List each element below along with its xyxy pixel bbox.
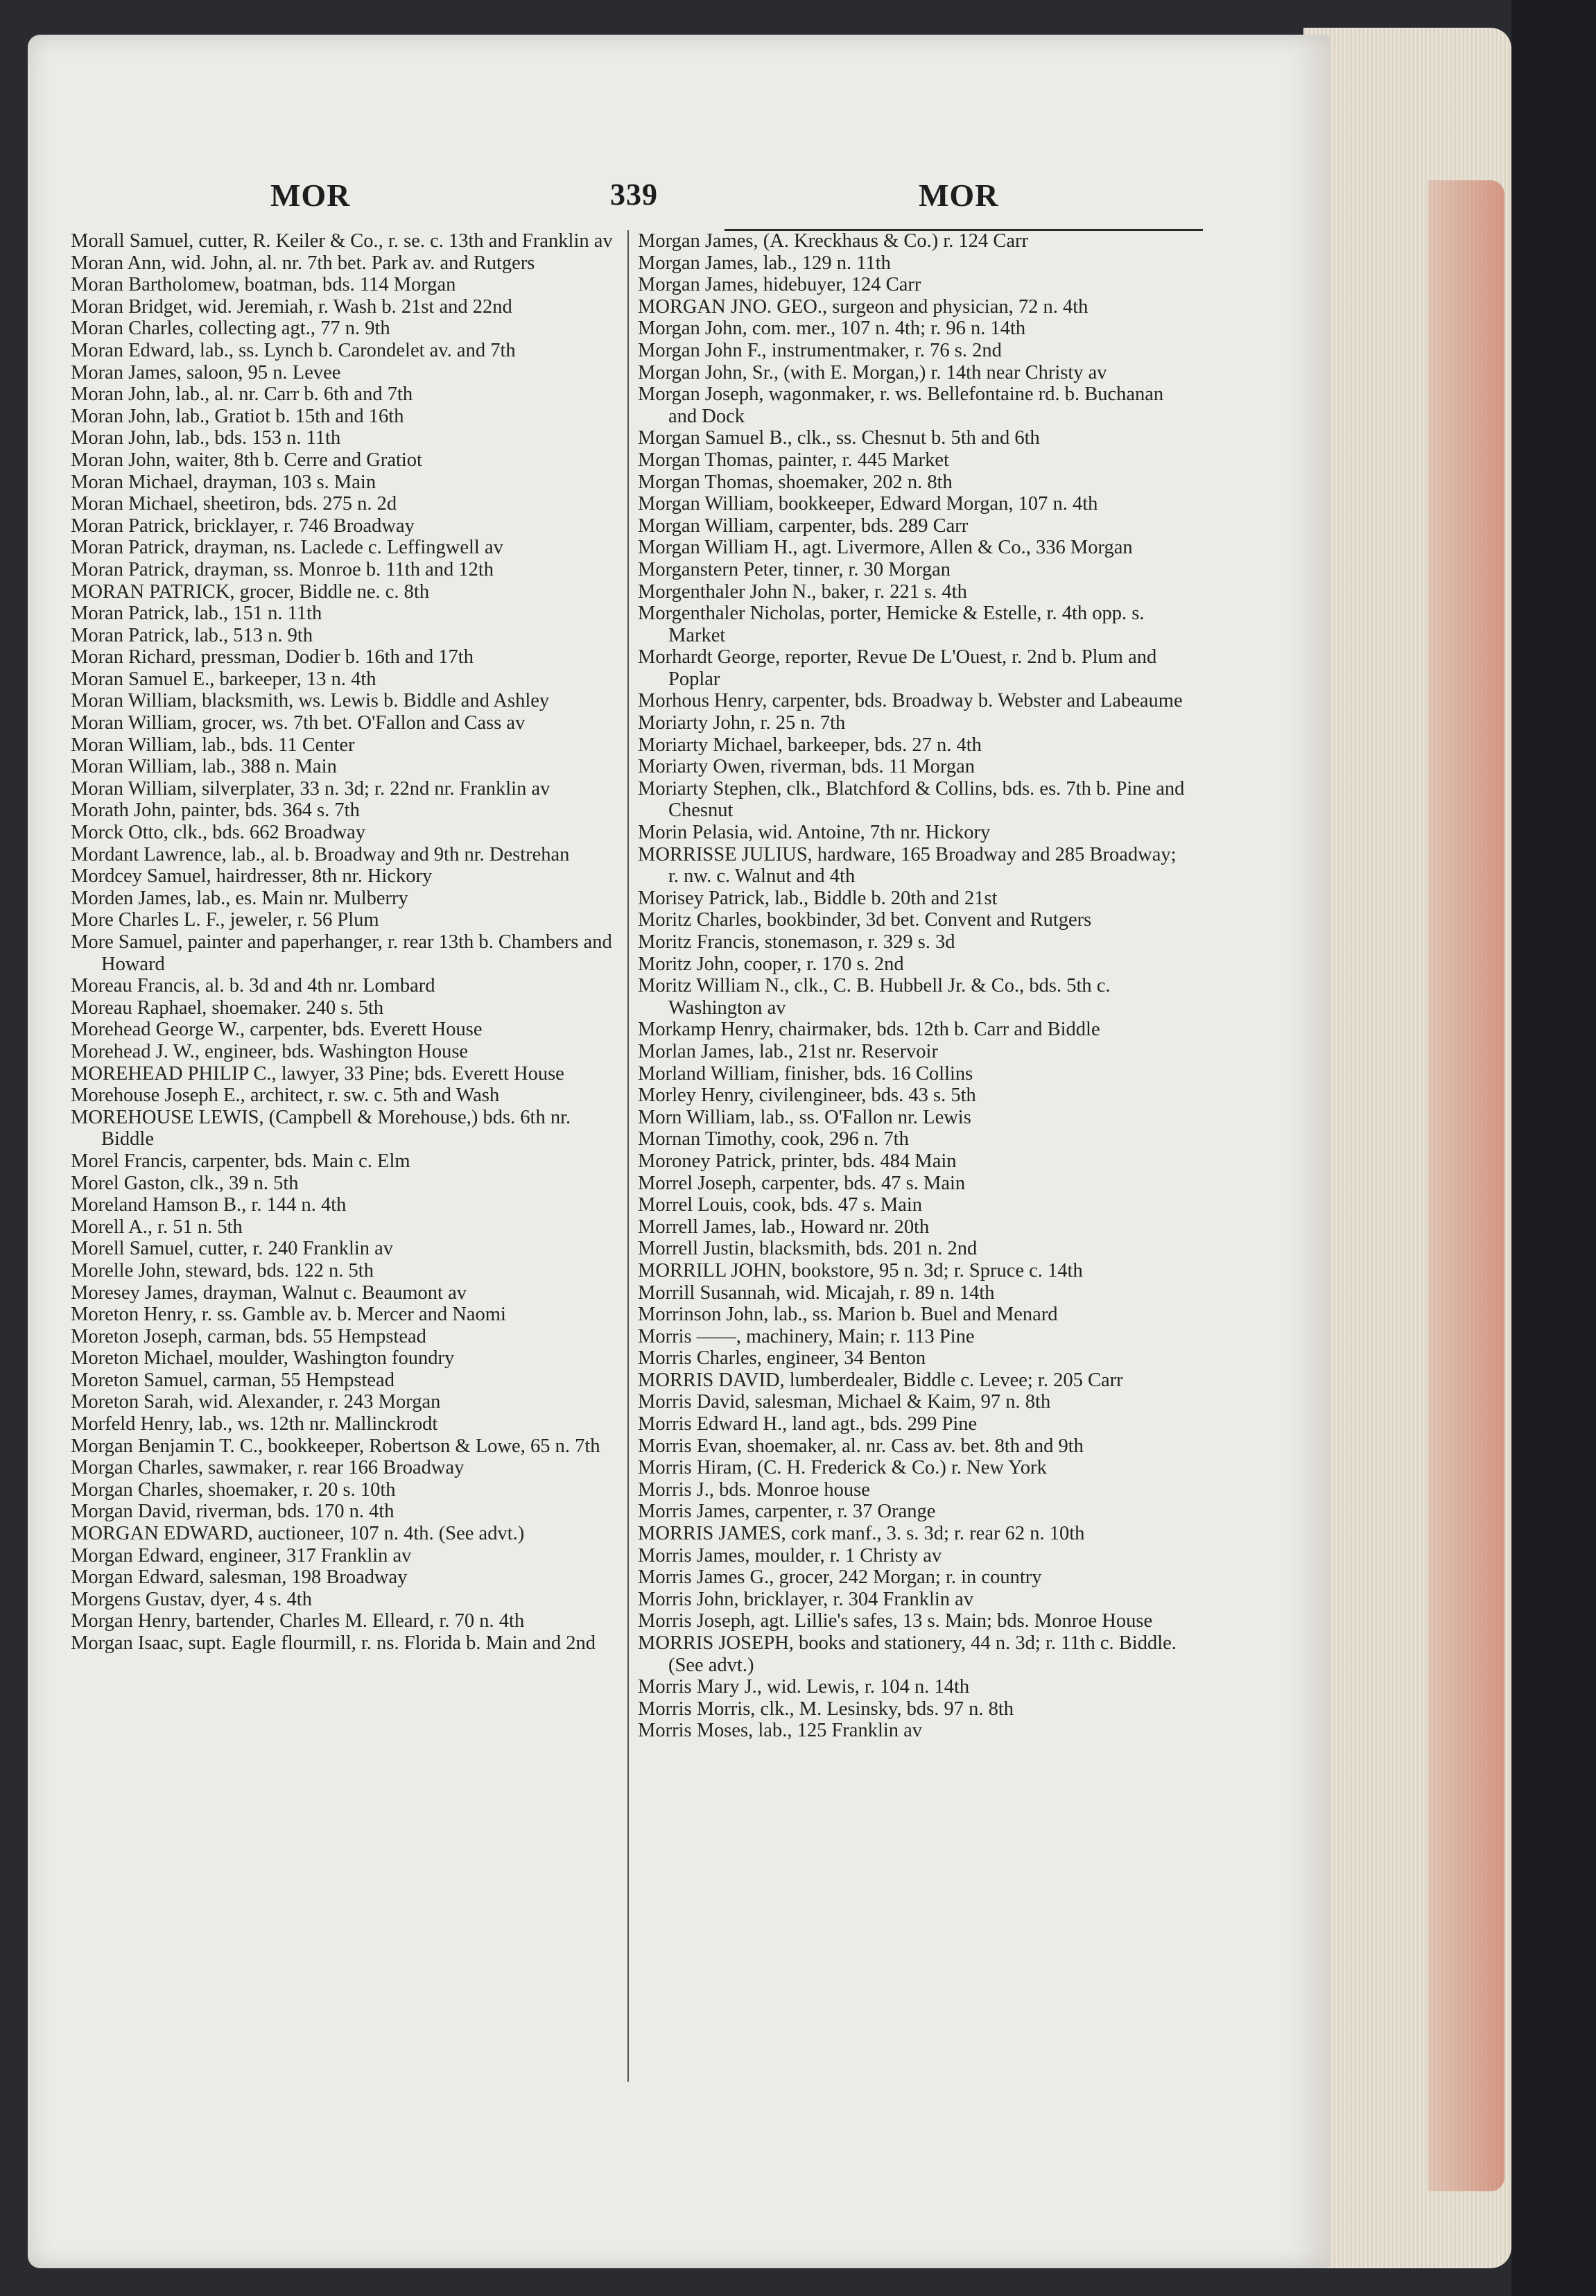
left-column xyxy=(71,230,625,1655)
directory-entry: Morath John, painter, bds. 364 s. 7th xyxy=(71,800,360,822)
directory-entry: Morgan Edward, salesman, 198 Broadway xyxy=(71,1566,408,1589)
directory-entry: Moran William, lab., 388 n. Main xyxy=(71,756,337,778)
directory-entry: Moreland Hamson B., r. 144 n. 4th xyxy=(71,1194,347,1216)
directory-entry: Morgan John F., instrumentmaker, r. 76 s. 2nd xyxy=(638,339,1002,361)
directory-entry: Morrill Susannah, wid. Micajah, r. 89 n. 14th xyxy=(638,1281,995,1304)
right-guide-word: MOR xyxy=(919,178,999,213)
book-cover xyxy=(1511,0,1596,2296)
directory-entry: Morris J., bds. Monroe house xyxy=(638,1478,870,1501)
directory-entry: Morell Samuel, cutter, r. 240 Franklin av xyxy=(71,1238,394,1260)
directory-entry: Moran William, grocer, ws. 7th bet. O'Fallon and Cass av xyxy=(71,712,526,734)
directory-entry: Morgan Edward, engineer, 317 Franklin av xyxy=(71,1544,412,1566)
directory-entry: Morgan James, hidebuyer, 124 Carr xyxy=(638,274,921,296)
directory-entry: Morfeld Henry, lab., ws. 12th nr. Mallinckrodt xyxy=(71,1413,438,1435)
page-number: 339 xyxy=(610,178,658,212)
directory-entry: Moroney Patrick, printer, bds. 484 Main xyxy=(638,1150,957,1172)
directory-entry: Morgens Gustav, dyer, 4 s. 4th xyxy=(71,1588,312,1610)
directory-entry: Moran Ann, wid. John, al. nr. 7th bet. Park av. and Rutgers xyxy=(71,252,535,274)
directory-entry: Moran John, lab., Gratiot b. 15th and 16th xyxy=(71,405,404,427)
directory-entry: Moran Bridget, wid. Jeremiah, r. Wash b. 21st and 22nd xyxy=(71,295,512,318)
directory-entry: Morrell James, lab., Howard nr. 20th xyxy=(638,1216,930,1238)
directory-entry: Moreton Michael, moulder, Washington foundry xyxy=(71,1347,455,1370)
directory-entry: Moreton Samuel, carman, 55 Hempstead xyxy=(71,1369,394,1391)
directory-entry: Moran John, waiter, 8th b. Cerre and Gratiot xyxy=(71,449,422,471)
directory-entry: Morgan Isaac, supt. Eagle flourmill, r. ns. Florida b. Main and 2nd xyxy=(71,1632,596,1654)
directory-entry: Moreton Joseph, carman, bds. 55 Hempstead xyxy=(71,1325,426,1347)
directory-entry: Morel Francis, carpenter, bds. Main c. Elm xyxy=(71,1150,410,1172)
directory-entry: MORRILL JOHN, bookstore, 95 n. 3d; r. Spruce c. 14th xyxy=(638,1259,1083,1281)
directory-entry: Morris James, moulder, r. 1 Christy av xyxy=(638,1544,942,1566)
directory-entry: Morris Hiram, (C. H. Frederick & Co.) r. New York xyxy=(638,1457,1047,1479)
directory-entry: Morris Moses, lab., 125 Franklin av xyxy=(638,1720,923,1742)
left-guide-word: MOR xyxy=(270,178,351,213)
directory-entry: Morgan James, (A. Kreckhaus & Co.) r. 124 Carr xyxy=(638,230,1029,252)
directory-entry: Morganstern Peter, tinner, r. 30 Morgan xyxy=(638,558,951,580)
directory-entry: Moran Patrick, drayman, ss. Monroe b. 11th and 12th xyxy=(71,558,494,580)
directory-entry: Morkamp Henry, chairmaker, bds. 12th b. Carr and Biddle xyxy=(638,1019,1100,1041)
directory-entry: Moriarty John, r. 25 n. 7th xyxy=(638,712,846,734)
directory-entry: Morrel Joseph, carpenter, bds. 47 s. Main xyxy=(638,1172,966,1194)
directory-entry: MORRIS JOSEPH, books and stationery, 44 n. 3d; r. 11th c. Biddle. (See advt.) xyxy=(638,1632,1177,1676)
directory-entry: Morgan John, Sr., (with E. Morgan,) r. 14th near Christy av xyxy=(638,361,1107,383)
directory-entry: Morley Henry, civilengineer, bds. 43 s. 5th xyxy=(638,1085,976,1107)
directory-entry: Morris David, salesman, Michael & Kaim, 97 n. 8th xyxy=(638,1391,1051,1413)
directory-entry: Morgan John, com. mer., 107 n. 4th; r. 96 n. 14th xyxy=(638,318,1026,340)
directory-entry: MORRISSE JULIUS, hardware, 165 Broadway and 285 Broadway; r. nw. c. Walnut and 4th xyxy=(638,843,1177,888)
directory-entry: Morland William, finisher, bds. 16 Collins xyxy=(638,1062,973,1085)
directory-entry: Moran Patrick, drayman, ns. Laclede c. Leffingwell av xyxy=(71,537,503,559)
directory-entry: Morgan Joseph, wagonmaker, r. ws. Bellefontaine rd. b. Buchanan and Dock xyxy=(638,383,1164,427)
directory-entry: Morrinson John, lab., ss. Marion b. Buel and Menard xyxy=(638,1304,1058,1326)
directory-entry: Morden James, lab., es. Main nr. Mulberry xyxy=(71,887,408,909)
directory-entry: Morgan Henry, bartender, Charles M. Elleard, r. 70 n. 4th xyxy=(71,1610,525,1632)
directory-entry: Moran Michael, drayman, 103 s. Main xyxy=(71,471,376,493)
directory-entry: Moran Edward, lab., ss. Lynch b. Carondelet av. and 7th xyxy=(71,339,516,361)
directory-entry: Moran James, saloon, 95 n. Levee xyxy=(71,361,341,383)
directory-entry: Morelle John, steward, bds. 122 n. 5th xyxy=(71,1259,374,1281)
right-column xyxy=(638,230,1191,1742)
directory-entry: Morris John, bricklayer, r. 304 Franklin av xyxy=(638,1588,974,1610)
directory-entry: Morrel Louis, cook, bds. 47 s. Main xyxy=(638,1194,923,1216)
directory-entry: Moran Michael, sheetiron, bds. 275 n. 2d xyxy=(71,493,397,515)
directory-entry: Moritz John, cooper, r. 170 s. 2nd xyxy=(638,953,904,975)
directory-entry: Moreau Raphael, shoemaker. 240 s. 5th xyxy=(71,996,384,1019)
directory-entry: Moresey James, drayman, Walnut c. Beaumont av xyxy=(71,1281,467,1304)
directory-entry: Morehouse Joseph E., architect, r. sw. c. 5th and Wash xyxy=(71,1085,500,1107)
directory-entry: More Samuel, painter and paperhanger, r. rear 13th b. Chambers and Howard xyxy=(71,931,612,975)
directory-entry: Moritz Francis, stonemason, r. 329 s. 3d xyxy=(638,931,955,953)
directory-entry: Moran Bartholomew, boatman, bds. 114 Morgan xyxy=(71,274,456,296)
directory-entry: MORAN PATRICK, grocer, Biddle ne. c. 8th xyxy=(71,580,430,603)
directory-entry: Morgan Thomas, shoemaker, 202 n. 8th xyxy=(638,471,953,493)
directory-entry: Moran William, silverplater, 33 n. 3d; r. 22nd nr. Franklin av xyxy=(71,777,550,800)
directory-entry: Morgan William, carpenter, bds. 289 Carr xyxy=(638,515,969,537)
directory-entry: MORGAN EDWARD, auctioneer, 107 n. 4th. (See advt.) xyxy=(71,1523,525,1545)
directory-entry: Morgan William H., agt. Livermore, Allen & Co., 336 Morgan xyxy=(638,537,1133,559)
directory-entry: Morhous Henry, carpenter, bds. Broadway b. Webster and Labeaume xyxy=(638,690,1183,712)
directory-entry: Moreau Francis, al. b. 3d and 4th nr. Lombard xyxy=(71,975,435,997)
directory-entry: Moran Patrick, lab., 151 n. 11th xyxy=(71,603,322,625)
directory-entry: Mordant Lawrence, lab., al. b. Broadway and 9th nr. Destrehan xyxy=(71,843,570,865)
directory-entry: Morgan James, lab., 129 n. 11th xyxy=(638,252,891,274)
directory-entry: Moriarty Owen, riverman, bds. 11 Morgan xyxy=(638,756,975,778)
directory-entry: MORRIS DAVID, lumberdealer, Biddle c. Levee; r. 205 Carr xyxy=(638,1369,1123,1391)
directory-entry: Morris ——, machinery, Main; r. 113 Pine xyxy=(638,1325,975,1347)
directory-entry: Morgenthaler Nicholas, porter, Hemicke & Estelle, r. 4th opp. s. Market xyxy=(638,603,1145,646)
directory-entry: Moriarty Michael, barkeeper, bds. 27 n. 4th xyxy=(638,734,982,756)
directory-entry: Morehead George W., carpenter, bds. Everett House xyxy=(71,1019,483,1041)
directory-entry: Morris James, carpenter, r. 37 Orange xyxy=(638,1501,936,1523)
directory-entry: Moran Patrick, bricklayer, r. 746 Broadway xyxy=(71,515,415,537)
directory-entry: Moran John, lab., bds. 153 n. 11th xyxy=(71,427,341,449)
directory-entry: Moran Patrick, lab., 513 n. 9th xyxy=(71,624,313,646)
page-edge-stain xyxy=(1428,180,1504,2191)
directory-entry: Morgan Samuel B., clk., ss. Chesnut b. 5th and 6th xyxy=(638,427,1040,449)
directory-entry: Morris Evan, shoemaker, al. nr. Cass av. bet. 8th and 9th xyxy=(638,1435,1084,1457)
directory-entry: Morris Joseph, agt. Lillie's safes, 13 s. Main; bds. Monroe House xyxy=(638,1610,1153,1632)
directory-entry: Moreton Henry, r. ss. Gamble av. b. Mercer and Naomi xyxy=(71,1304,506,1326)
directory-entry: Moran Charles, collecting agt., 77 n. 9th xyxy=(71,318,390,340)
directory-entry: Morall Samuel, cutter, R. Keiler & Co., r. se. c. 13th and Franklin av xyxy=(71,230,613,252)
directory-entry: Morin Pelasia, wid. Antoine, 7th nr. Hickory xyxy=(638,822,991,844)
directory-entry: Moritz Charles, bookbinder, 3d bet. Convent and Rutgers xyxy=(638,909,1092,931)
directory-entry: MOREHOUSE LEWIS, (Campbell & Morehouse,) bds. 6th nr. Biddle xyxy=(71,1106,571,1150)
directory-entry: Morlan James, lab., 21st nr. Reservoir xyxy=(638,1040,938,1062)
directory-entry: MORGAN JNO. GEO., surgeon and physician, 72 n. 4th xyxy=(638,295,1088,318)
directory-entry: Moreton Sarah, wid. Alexander, r. 243 Morgan xyxy=(71,1391,441,1413)
directory-entry: Morgan Charles, sawmaker, r. rear 166 Broadway xyxy=(71,1457,465,1479)
directory-entry: Morisey Patrick, lab., Biddle b. 20th and 21st xyxy=(638,887,998,909)
directory-entry: Moran Richard, pressman, Dodier b. 16th and 17th xyxy=(71,646,474,668)
directory-entry: Morgan Benjamin T. C., bookkeeper, Robertson & Lowe, 65 n. 7th xyxy=(71,1435,600,1457)
directory-entry: More Charles L. F., jeweler, r. 56 Plum xyxy=(71,909,379,931)
directory-entry: Morgan David, riverman, bds. 170 n. 4th xyxy=(71,1501,394,1523)
directory-entry: Morehead J. W., engineer, bds. Washington House xyxy=(71,1040,469,1062)
column-divider xyxy=(627,230,629,2082)
directory-entry: Morel Gaston, clk., 39 n. 5th xyxy=(71,1172,299,1194)
directory-entry: Morrell Justin, blacksmith, bds. 201 n. 2nd xyxy=(638,1238,978,1260)
directory-entry: MORRIS JAMES, cork manf., 3. s. 3d; r. rear 62 n. 10th xyxy=(638,1523,1085,1545)
directory-entry: Morn William, lab., ss. O'Fallon nr. Lewis xyxy=(638,1106,971,1128)
directory-entry: Morck Otto, clk., bds. 662 Broadway xyxy=(71,822,366,844)
directory-entry: Mordcey Samuel, hairdresser, 8th nr. Hickory xyxy=(71,865,433,888)
directory-entry: Morris Morris, clk., M. Lesinsky, bds. 97 n. 8th xyxy=(638,1698,1014,1720)
directory-entry: Morgan Charles, shoemaker, r. 20 s. 10th xyxy=(71,1478,396,1501)
directory-entry: Morell A., r. 51 n. 5th xyxy=(71,1216,243,1238)
directory-entry: Morris Charles, engineer, 34 Benton xyxy=(638,1347,926,1370)
directory-entry: Moran Samuel E., barkeeper, 13 n. 4th xyxy=(71,668,376,690)
directory-entry: Morgan Thomas, painter, r. 445 Market xyxy=(638,449,949,471)
directory-entry: Moritz William N., clk., C. B. Hubbell Jr. & Co., bds. 5th c. Washington av xyxy=(638,975,1111,1019)
directory-entry: Moriarty Stephen, clk., Blatchford & Collins, bds. es. 7th b. Pine and Chesnut xyxy=(638,777,1185,822)
directory-entry: Morgenthaler John N., baker, r. 221 s. 4th xyxy=(638,580,967,603)
directory-entry: Moran William, lab., bds. 11 Center xyxy=(71,734,355,756)
directory-entry: MOREHEAD PHILIP C., lawyer, 33 Pine; bds. Everett House xyxy=(71,1062,564,1085)
directory-entry: Moran William, blacksmith, ws. Lewis b. Biddle and Ashley xyxy=(71,690,550,712)
directory-entry: Morris Mary J., wid. Lewis, r. 104 n. 14th xyxy=(638,1676,970,1698)
directory-entry: Morhardt George, reporter, Revue De L'Ouest, r. 2nd b. Plum and Poplar xyxy=(638,646,1157,690)
directory-entry: Morris Edward H., land agt., bds. 299 Pine xyxy=(638,1413,978,1435)
directory-entry: Morgan William, bookkeeper, Edward Morgan, 107 n. 4th xyxy=(638,493,1098,515)
directory-entry: Morris James G., grocer, 242 Morgan; r. in country xyxy=(638,1566,1042,1589)
directory-entry: Moran John, lab., al. nr. Carr b. 6th and 7th xyxy=(71,383,413,406)
directory-entry: Mornan Timothy, cook, 296 n. 7th xyxy=(638,1128,909,1150)
